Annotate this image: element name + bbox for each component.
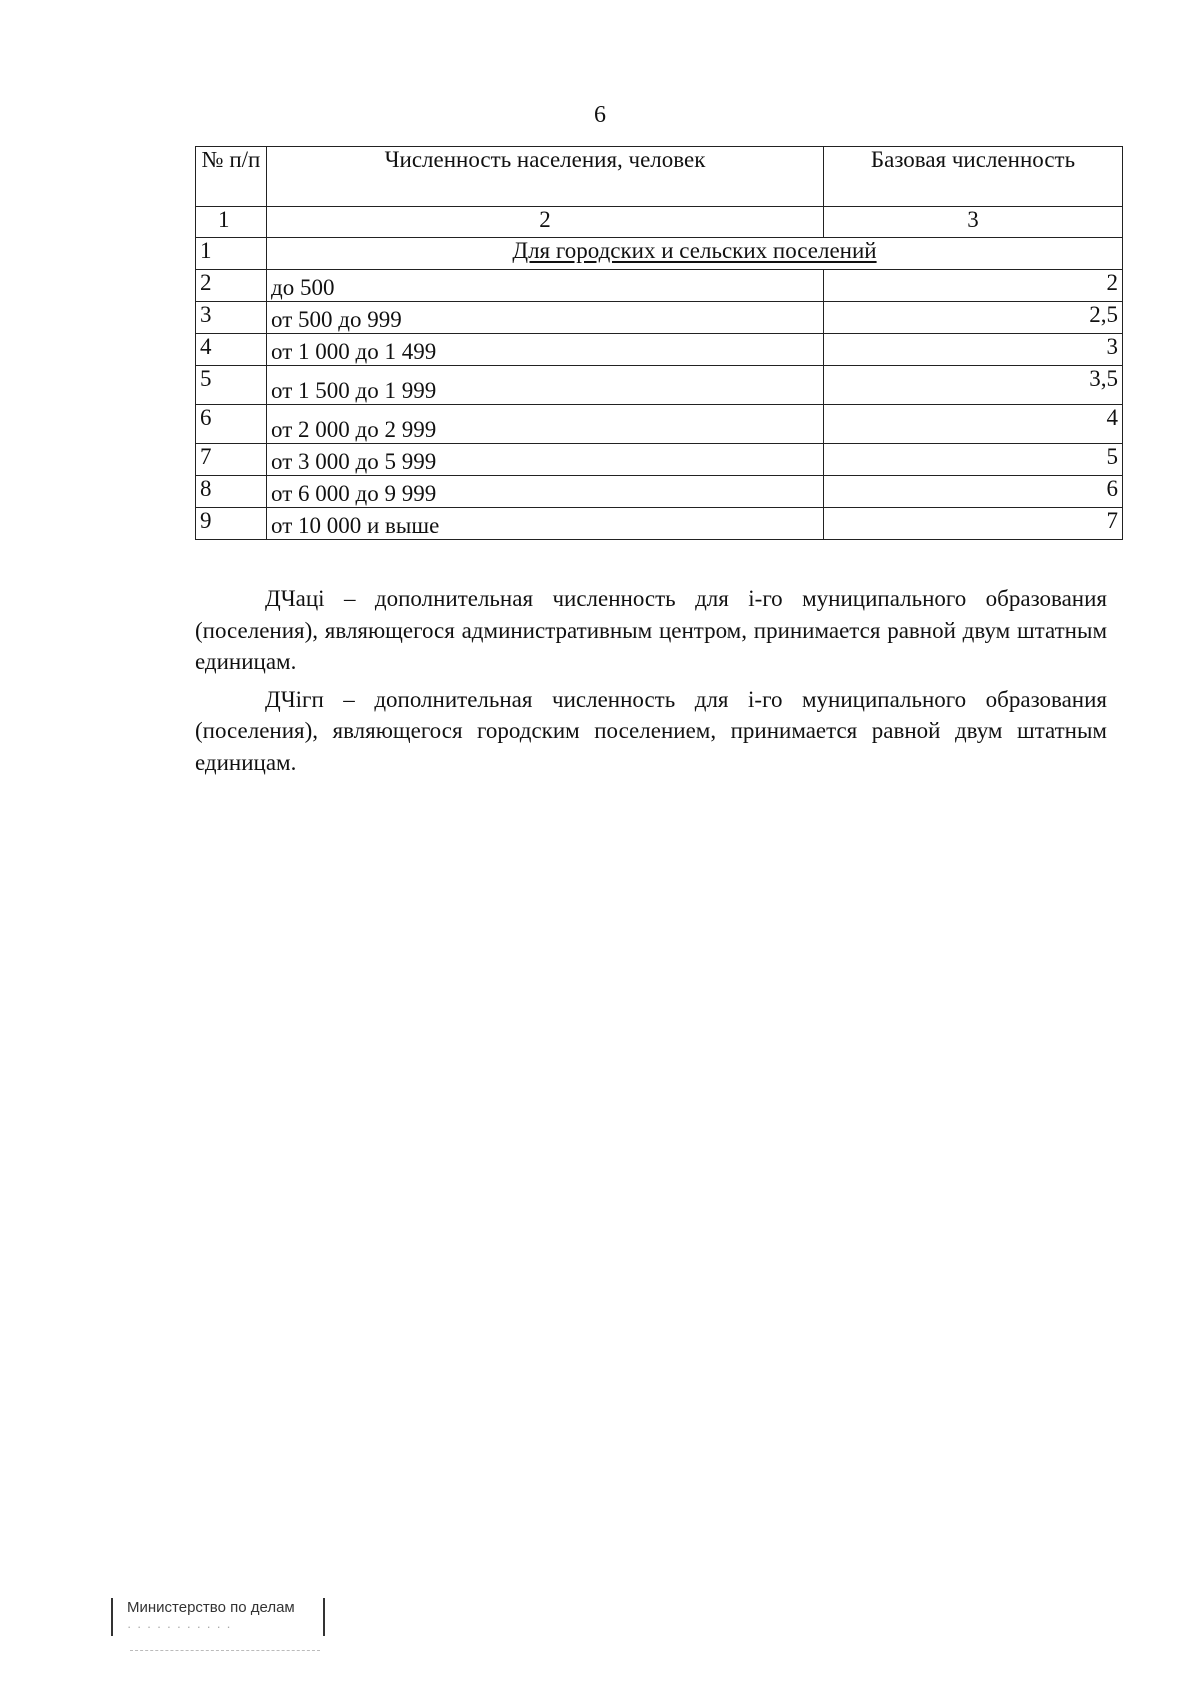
table-row [196,444,1123,476]
header-index: № п/п [196,147,267,207]
row-population: от 2 000 до 2 999 [267,405,824,444]
column-numbers-row [196,207,1123,238]
page-number: 6 [594,102,606,128]
row-population: от 500 до 999 [267,302,824,334]
row-population: от 6 000 до 9 999 [267,476,824,508]
row-index: 5 [196,366,267,405]
column-number-1: 1 [196,207,267,238]
table-row [196,302,1123,334]
row-population: от 3 000 до 5 999 [267,444,824,476]
row-base: 2,5 [824,302,1123,334]
row-base: 6 [824,476,1123,508]
table-row [196,476,1123,508]
body-text [195,583,1107,784]
row-base: 5 [824,444,1123,476]
row-population: от 1 500 до 1 999 [267,366,824,405]
section-row [196,238,1123,270]
column-number-2: 2 [267,207,824,238]
table-row [196,270,1123,302]
row-base: 3,5 [824,366,1123,405]
row-population: от 10 000 и выше [267,508,824,540]
header-population: Численность населения, человек [267,147,824,207]
row-index: 6 [196,405,267,444]
row-base: 4 [824,405,1123,444]
row-index: 3 [196,302,267,334]
row-population: до 500 [267,270,824,302]
table-row [196,405,1123,444]
table-header-row [196,147,1123,207]
row-index: 8 [196,476,267,508]
stamp-line-1: Министерство по делам [127,1599,295,1616]
paragraph-urban-settlement: ДЧігп – дополнительная численность для і-го муниципального образования (поселения), являющегося городским поселением, принимается равной двум штатным единицам. [195,686,1107,775]
row-index: 4 [196,334,267,366]
section-title: Для городских и сельских поселений [267,238,1123,270]
table-row [196,508,1123,540]
row-index: 2 [196,270,267,302]
paragraph-admin-center: ДЧаці – дополнительная численность для і-го муниципального образования (поселения), являющегося административным центром, принимается равной двум штатным единицам. [195,586,1107,674]
row-base: 2 [824,270,1123,302]
table-row [196,366,1123,405]
row-population: от 1 000 до 1 499 [267,334,824,366]
row-base: 7 [824,508,1123,540]
row-index: 9 [196,508,267,540]
table-row [196,334,1123,366]
stamp-underline [130,1650,320,1653]
column-number-3: 3 [824,207,1123,238]
staffing-table [195,146,1123,540]
ministry-stamp [111,1598,325,1636]
row-base: 3 [824,334,1123,366]
header-base-count: Базовая численность [824,147,1123,207]
stamp-line-2-illegible: · · · · · · · · · · · [127,1619,232,1634]
section-index: 1 [196,238,267,270]
row-index: 7 [196,444,267,476]
